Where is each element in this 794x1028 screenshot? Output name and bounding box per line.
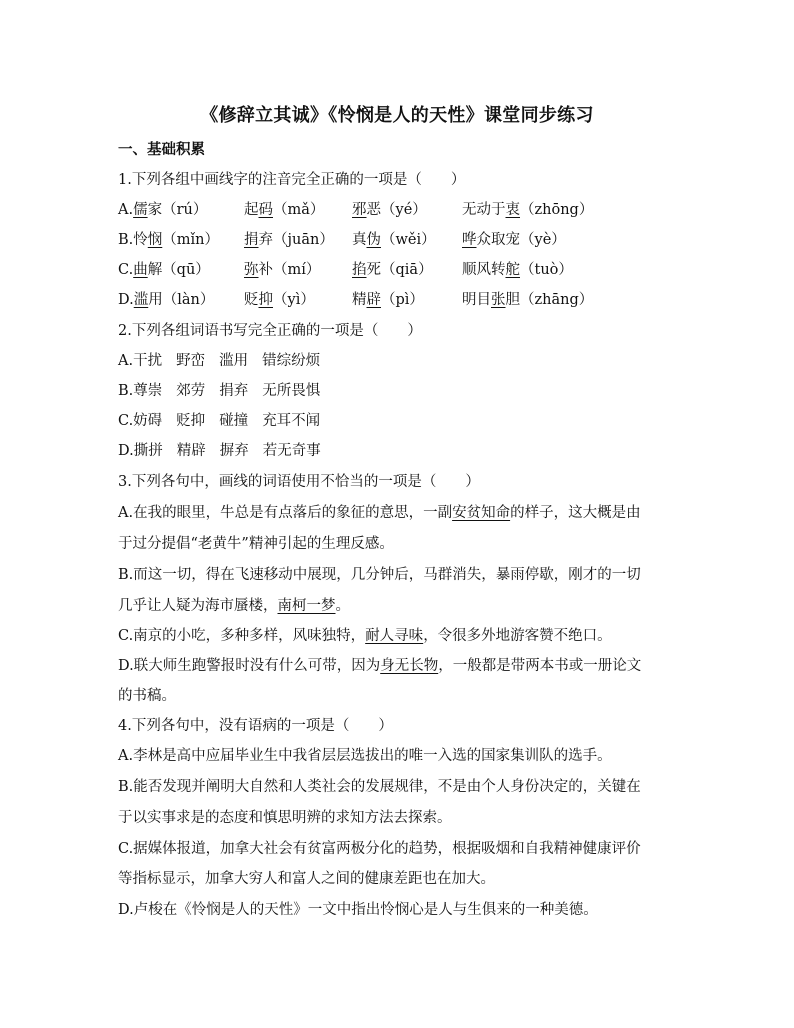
q2-b-word-3: 捐弃 <box>219 383 249 399</box>
q3-option-d-line2: 的书稿。 <box>118 688 176 704</box>
q2-a-word-4: 错综纷烦 <box>262 353 321 369</box>
q2-option-d <box>118 441 676 461</box>
q1-a-item-3: 邪恶（yé） <box>352 202 427 218</box>
q2-c-word-4: 充耳不闻 <box>262 413 321 429</box>
q4-option-b-line1: B.能否发现并阐明大自然和人类社会的发展规律，不是由个人身份决定的，关键在 <box>118 779 641 795</box>
q2-d-word-4: 若无奇事 <box>262 443 321 459</box>
q2-b-word-1: B.尊崇 <box>118 383 163 399</box>
q1-d-item-1: D.滥用（làn） <box>118 292 215 308</box>
q1-d-item-4: 明目张胆（zhāng） <box>462 292 594 308</box>
q3-option-b-line1: B.而这一切，得在飞速移动中展现，几分钟后，马群消失，暴雨停歇，刚才的一切 <box>118 567 641 583</box>
q2-stem: 2.下列各组词语书写完全正确的一项是（ ） <box>118 323 422 339</box>
q3-option-b-line2: 几乎让人疑为海市蜃楼，南柯一梦。 <box>118 598 350 614</box>
q3-option-a-line2: 于过分提倡“老黄牛”精神引起的生理反感。 <box>118 536 394 552</box>
q2-option-c <box>118 411 676 431</box>
q1-b-item-1: B.怜悯（mǐn） <box>118 232 219 248</box>
q3-option-c: C.南京的小吃，多种多样，风味独特，耐人寻味，令很多外地游客赞不绝口。 <box>118 628 612 644</box>
section-heading: 一、基础积累 <box>118 141 205 158</box>
q1-d-item-3: 精辟（pì） <box>352 292 424 308</box>
q1-b-item-3: 真伪（wěi） <box>352 232 436 248</box>
q1-c-item-1: C.曲解（qū） <box>118 262 210 278</box>
q1-stem: 1.下列各组中画线字的注音完全正确的一项是（ ） <box>118 172 466 188</box>
q2-b-word-4: 无所畏惧 <box>262 383 321 399</box>
q1-d-item-2: 贬抑（yì） <box>244 292 315 308</box>
q1-a-item-4: 无动于衷（zhōng） <box>462 202 594 218</box>
q4-option-c-line1: C.据媒体报道，加拿大社会有贫富两极分化的趋势，根据吸烟和自我精神健康评价 <box>118 841 641 857</box>
q2-b-word-2: 郊劳 <box>176 383 206 399</box>
q2-a-word-3: 滥用 <box>219 353 249 369</box>
q3-a-underlined: 安贫知命 <box>452 505 511 521</box>
q1-b-item-4: 哗众取宠（yè） <box>462 232 566 248</box>
q1-c-item-2: 弥补（mí） <box>244 262 321 278</box>
q4-option-b-line2: 于以实事求是的态度和慎思明辨的求知方法去探索。 <box>118 810 452 826</box>
q2-a-word-1: A.干扰 <box>118 353 163 369</box>
q2-d-word-3: 摒弃 <box>219 443 249 459</box>
q3-c-underlined: 耐人寻味 <box>365 628 424 644</box>
q2-d-word-2: 精辟 <box>176 443 206 459</box>
q1-a-item-1: A.儒家（rú） <box>118 202 208 218</box>
q3-stem: 3.下列各句中，画线的词语使用不恰当的一项是（ ） <box>118 474 480 490</box>
q3-option-d-line1: D.联大师生跑警报时没有什么可带，因为身无长物，一般都是带两本书或一册论文 <box>118 658 642 674</box>
q2-c-word-3: 碰撞 <box>219 413 249 429</box>
q2-c-word-1: C.妨碍 <box>118 413 163 429</box>
q1-c-item-4: 顺风转舵（tuò） <box>462 262 573 278</box>
q1-c-item-3: 掐死（qiā） <box>352 262 433 278</box>
q4-option-d: D.卢梭在《怜悯是人的天性》一文中指出怜悯心是人与生俱来的一种美德。 <box>118 902 598 918</box>
q2-option-b <box>118 381 676 401</box>
q1-b-item-2: 捐弃（juān） <box>244 232 334 248</box>
q4-stem: 4.下列各句中，没有语病的一项是（ ） <box>118 718 393 734</box>
q2-option-a <box>118 351 676 371</box>
q2-d-word-1: D.撕拼 <box>118 443 163 459</box>
q4-option-c-line2: 等指标显示，加拿大穷人和富人之间的健康差距也在加大。 <box>118 871 495 887</box>
q3-option-a-line1: A.在我的眼里，牛总是有点落后的象征的意思，一副安贫知命的样子，这大概是由 <box>118 505 641 521</box>
q3-b-underlined: 南柯一梦 <box>277 598 336 614</box>
q4-option-a: A.李林是高中应届毕业生中我省层层选拔出的唯一入选的国家集训队的选手。 <box>118 748 612 764</box>
q2-a-word-2: 野峦 <box>176 353 206 369</box>
q1-a-item-2: 起码（mǎ） <box>244 202 325 218</box>
q2-c-word-2: 贬抑 <box>176 413 206 429</box>
page-title: 《修辞立其诚》《怜悯是人的天性》课堂同步练习 <box>200 105 594 126</box>
q3-d-underlined: 身无长物 <box>380 658 439 674</box>
